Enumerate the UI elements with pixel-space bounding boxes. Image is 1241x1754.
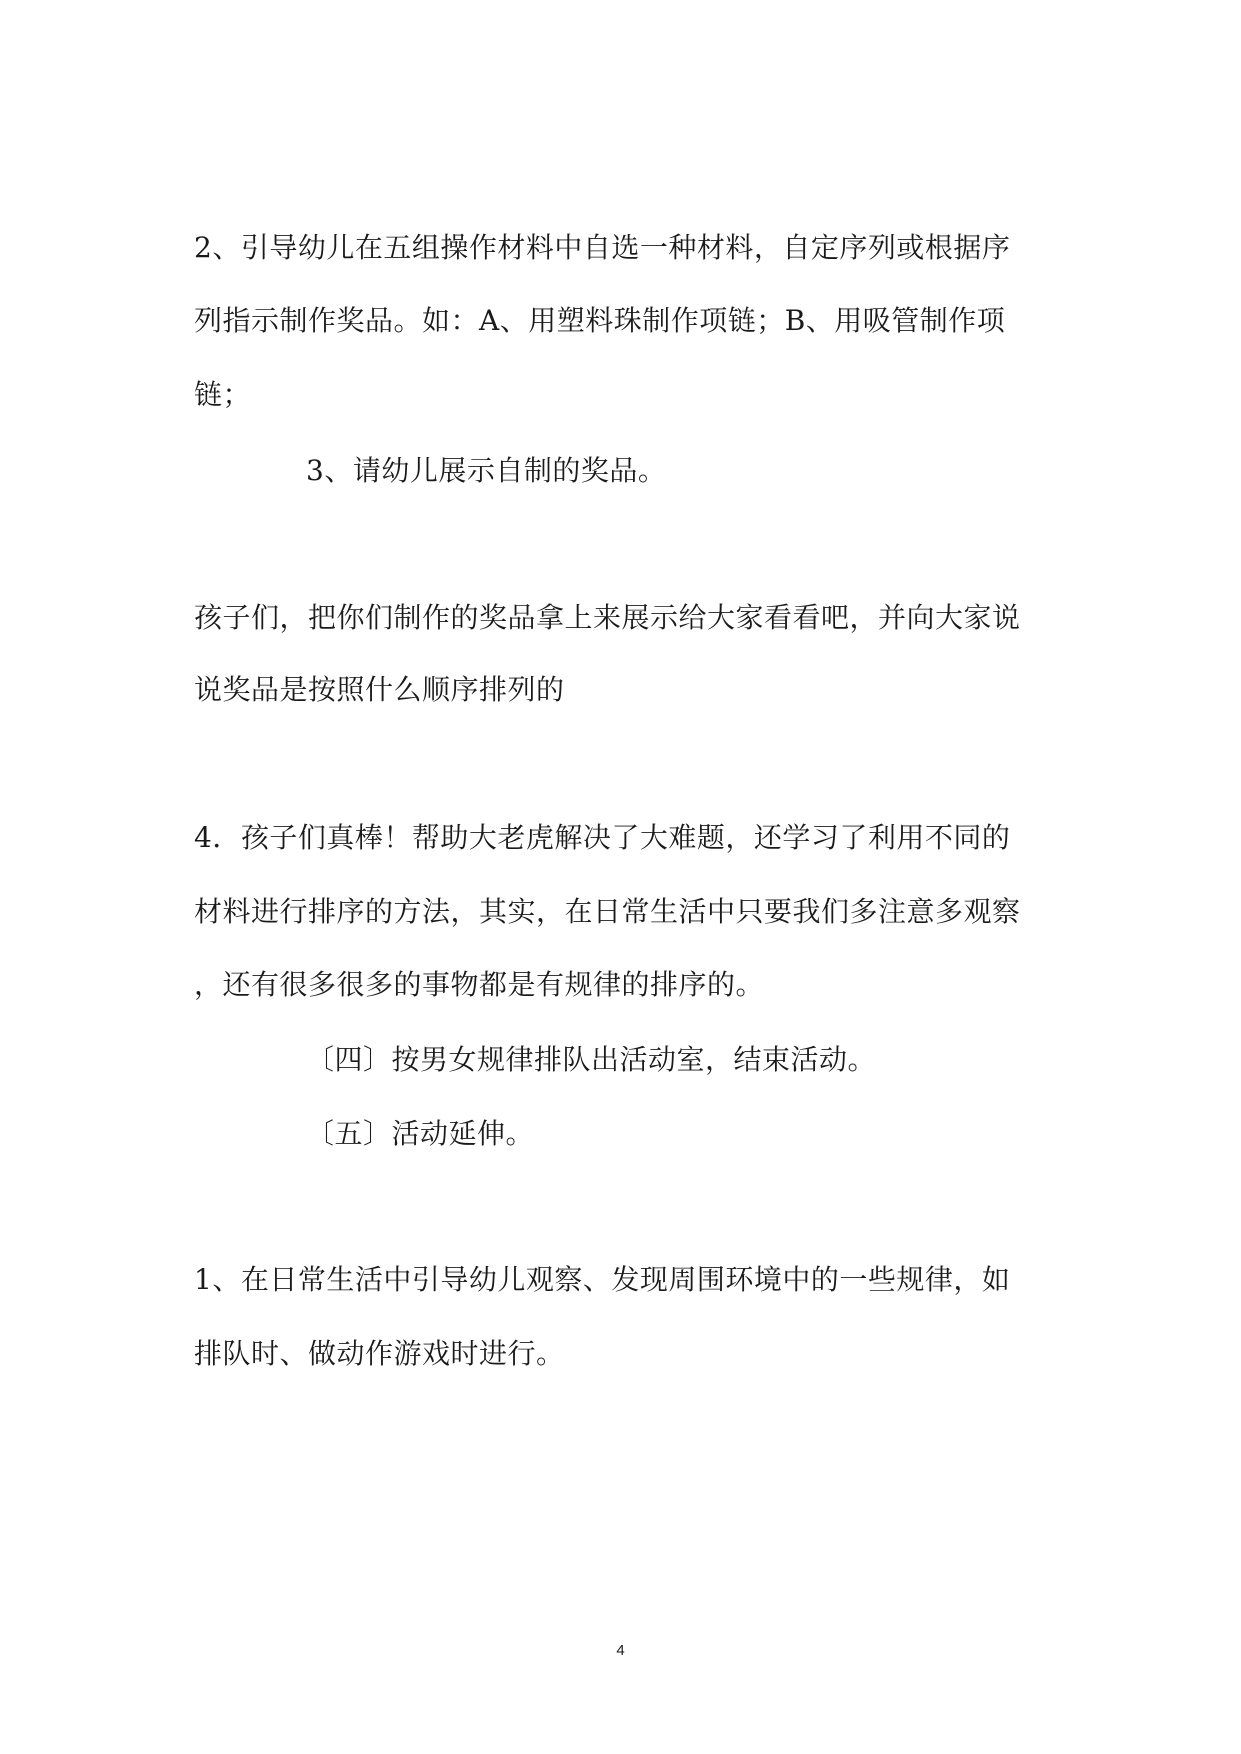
paragraph-line: 材料进行排序的方法，其实，在日常生活中只要我们多注意多观察: [194, 895, 1021, 928]
paragraph-line: 孩子们，把你们制作的奖品拿上来展示给大家看看吧，并向大家说: [194, 601, 1021, 634]
paragraph-line: 3、请幼儿展示自制的奖品。: [306, 454, 667, 487]
paragraph-line: 4．孩子们真棒！帮助大老虎解决了大难题，还学习了利用不同的: [194, 821, 1011, 854]
paragraph-line: 〔四〕按男女规律排队出活动室，结束活动。: [306, 1043, 877, 1076]
paragraph-line: 2、引导幼儿在五组操作材料中自选一种材料，自定序列或根据序: [194, 231, 1011, 264]
paragraph-line: ，还有很多很多的事物都是有规律的排序的。: [194, 968, 765, 1001]
paragraph-line: 列指示制作奖品。如：A、用塑料珠制作项链；B、用吸管制作项: [194, 304, 1006, 337]
paragraph-line: 链；: [194, 378, 252, 411]
paragraph-line: 1、在日常生活中引导幼儿观察、发现周围环境中的一些规律，如: [194, 1263, 1011, 1296]
paragraph-line: 〔五〕活动延伸。: [306, 1117, 535, 1150]
paragraph-line: 说奖品是按照什么顺序排列的: [194, 673, 565, 706]
paragraph-line: 排队时、做动作游戏时进行。: [194, 1337, 565, 1370]
page-number: 4: [616, 1642, 625, 1659]
